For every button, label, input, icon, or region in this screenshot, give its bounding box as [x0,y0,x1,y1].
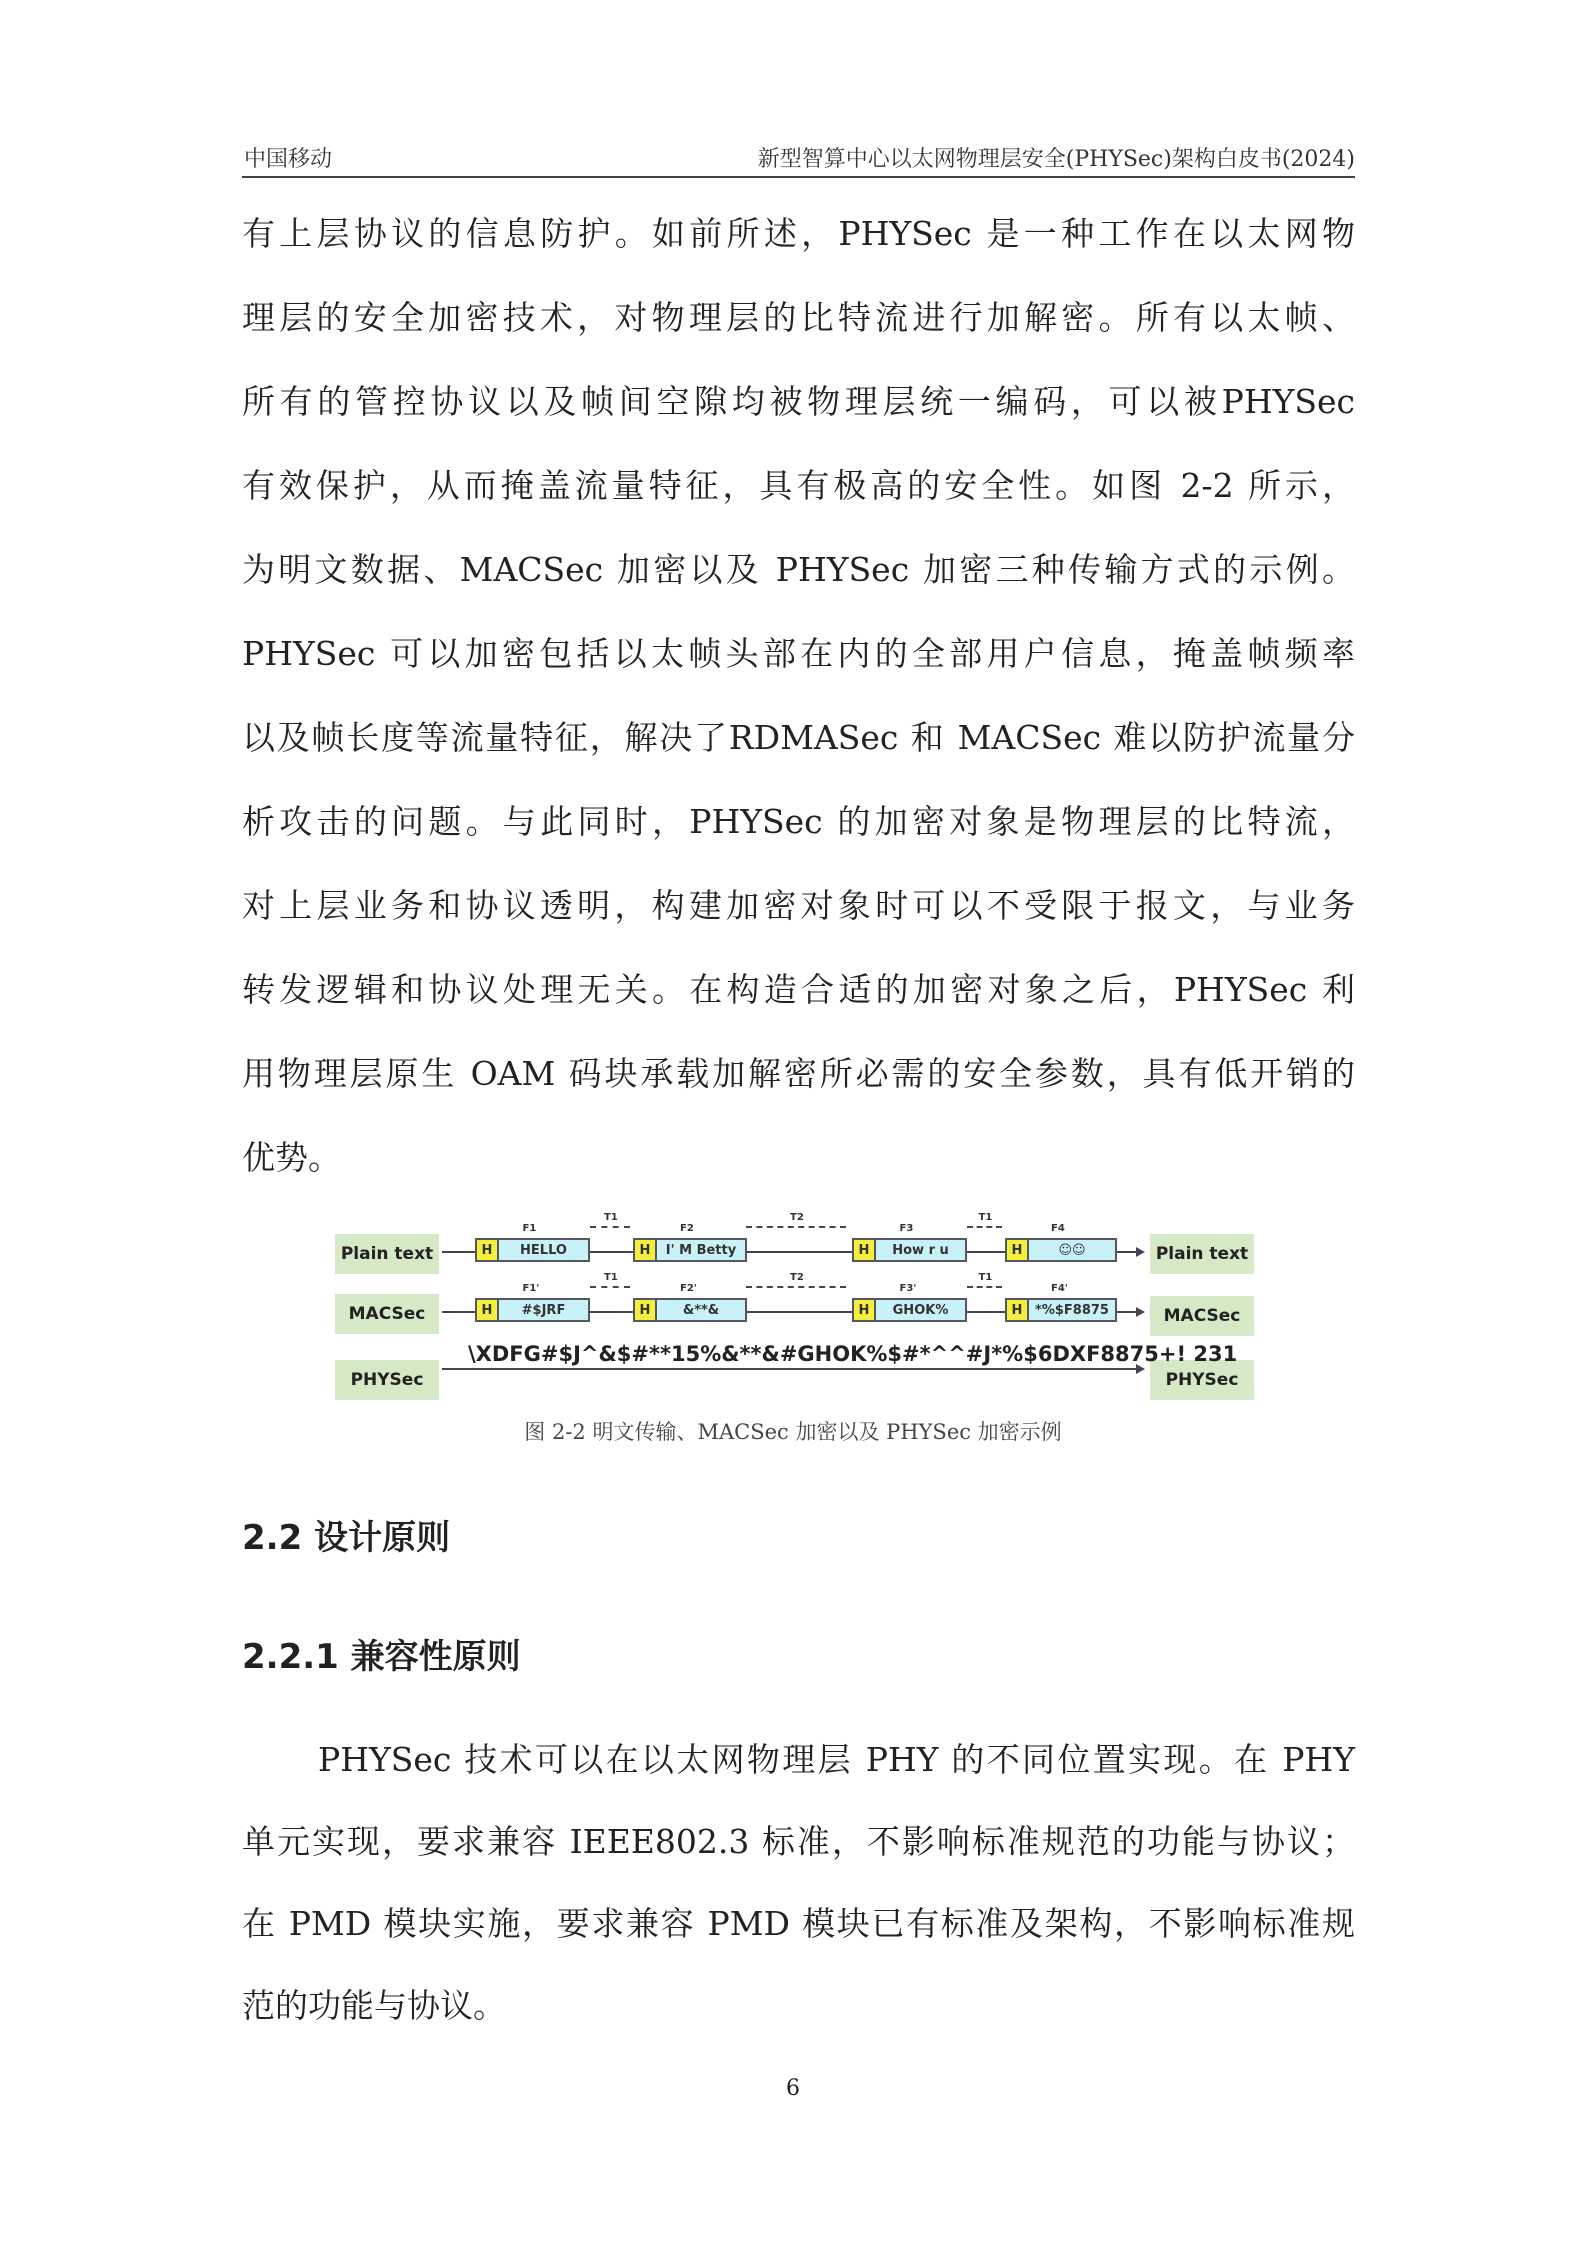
gap-label: T2 [790,1272,804,1283]
frame-payload: GHOK% [892,1302,949,1318]
frame-header: H [635,1240,657,1260]
header-title: 新型智算中心以太网物理层安全(PHYSec)架构白皮书(2024) [757,147,1355,172]
frame-payload: HELLO [520,1242,567,1258]
frame [852,1238,967,1262]
frame-id: F3 [899,1223,914,1234]
arrow-icon [1136,1247,1145,1257]
text-line: 转发逻辑和协议处理无关。在构造合适的加密对象之后，PHYSec 利 [242,970,1355,1009]
header-org: 中国移动 [244,147,333,172]
gap-arrow [590,1286,630,1288]
arrow-icon [1136,1307,1145,1317]
frame [633,1238,747,1262]
text-line: 单元实现，要求兼容 IEEE802.3 标准，不影响标准规范的功能与协议； [242,1822,1355,1861]
frame-payload: &**& [682,1302,720,1318]
frame-header: H [477,1240,499,1260]
frame-id: F1' [522,1283,540,1294]
frame-header: H [854,1300,876,1320]
gap-arrow [746,1286,846,1288]
text-line: 优势。 [242,1138,341,1177]
frame-header: H [1007,1240,1029,1260]
gap-label: T1 [604,1272,618,1283]
frame-header: H [477,1300,499,1320]
frame-payload: How r u [892,1242,949,1258]
gap-arrow [746,1226,846,1228]
frame-id: F2 [680,1223,694,1234]
frame [1005,1298,1117,1322]
frame-payload: #$JRF [521,1302,566,1318]
frame-header: H [854,1240,876,1260]
section-heading-2-2: 2.2 设计原则 [242,1518,451,1558]
text-line: 为明文数据、MACSec 加密以及 PHYSec 加密三种传输方式的示例。 [242,550,1355,589]
frame-payload: ☺☺ [1058,1242,1086,1258]
physec-wire [442,1368,1137,1370]
physec-stream: \XDFG#$J^&$#**15%&**&#GHOK%$#*^^#J*%$6DXF8875+! 231 [468,1342,1238,1366]
gap-arrow [967,1226,1002,1228]
text-line: 对上层业务和协议透明，构建加密对象时可以不受限于报文，与业务 [242,886,1355,925]
frame-header: H [635,1300,657,1320]
text-line: 在 PMD 模块实施，要求兼容 PMD 模块已有标准及架构，不影响标准规 [242,1904,1355,1943]
frame-id: F2' [680,1283,697,1294]
frame-id: F4 [1051,1223,1065,1234]
text-line: 析攻击的问题。与此同时，PHYSec 的加密对象是物理层的比特流， [242,802,1355,841]
text-line: 有上层协议的信息防护。如前所述，PHYSec 是一种工作在以太网物 [242,214,1355,253]
text-line: PHYSec 技术可以在以太网物理层 PHY 的不同位置实现。在 PHY [318,1740,1355,1779]
text-line: 用物理层原生 OAM 码块承载加解密所必需的安全参数，具有低开销的 [242,1054,1355,1093]
row-label-physec: PHYSec [335,1360,439,1400]
row-label-plain: Plain text [335,1234,439,1274]
gap-label: T2 [790,1212,804,1223]
section-heading-2-2-1: 2.2.1 兼容性原则 [242,1637,521,1677]
row-label-plain-right: Plain text [1150,1234,1254,1274]
text-line: 有效保护，从而掩盖流量特征，具有极高的安全性。如图 2-2 所示， [242,466,1355,505]
frame-payload: I' M Betty [665,1242,737,1258]
frame [475,1298,590,1322]
text-line: PHYSec 可以加密包括以太帧头部在内的全部用户信息，掩盖帧频率 [242,634,1355,673]
text-line: 以及帧长度等流量特征，解决了RDMASec 和 MACSec 难以防护流量分 [242,718,1355,757]
text-line: 所有的管控协议以及帧间空隙均被物理层统一编码，可以被PHYSec [242,382,1355,421]
row-label-physec-right: PHYSec [1150,1360,1254,1400]
frame-id: F4' [1051,1283,1068,1294]
gap-label: T1 [604,1212,618,1223]
text-line: 理层的安全加密技术，对物理层的比特流进行加解密。所有以太帧、 [242,298,1355,337]
figure-caption: 图 2-2 明文传输、MACSec 加密以及 PHYSec 加密示例 [524,1420,1062,1444]
frame-header: H [1007,1300,1029,1320]
frame [633,1298,747,1322]
text-line: 范的功能与协议。 [242,1986,506,2025]
gap-arrow [967,1286,1002,1288]
frame-payload: *%$F8875 [1035,1302,1109,1318]
row-label-macsec: MACSec [335,1294,439,1334]
frame-id: F1 [522,1223,537,1234]
frame [475,1238,590,1262]
row-label-macsec-right: MACSec [1150,1296,1254,1336]
header-divider [242,176,1355,178]
frame-id: F3' [899,1283,917,1294]
page-number: 6 [786,2076,800,2101]
frame [852,1298,967,1322]
gap-label: T1 [978,1272,993,1283]
gap-arrow [590,1226,630,1228]
gap-label: T1 [978,1212,993,1223]
frame [1005,1238,1117,1262]
